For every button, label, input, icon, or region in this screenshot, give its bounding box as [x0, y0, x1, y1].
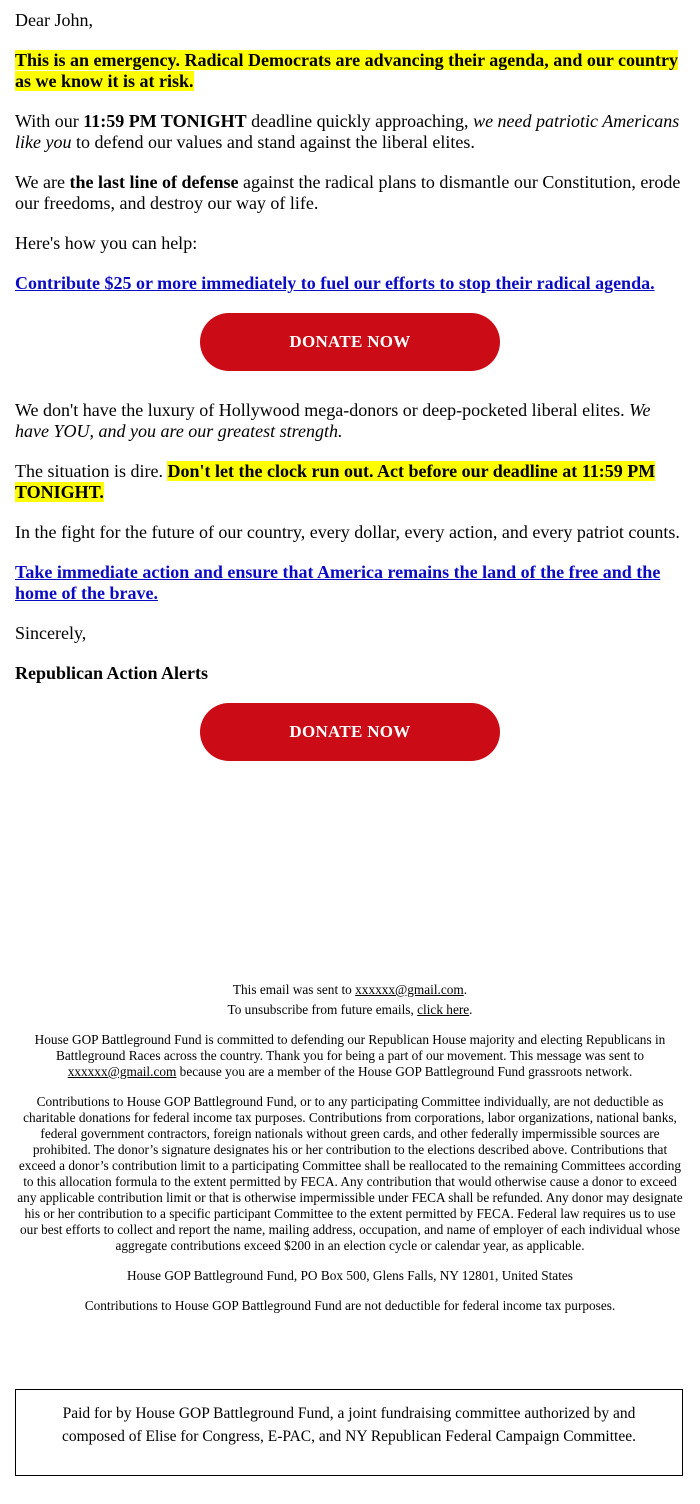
legal-disclaimer: Contributions to House GOP Battleground Fund, or to any participating Committee individually, are not deductible as charitable donations for federal income tax purposes. Contributions from corporations, labor organizations, national banks, federal government contractors, foreign nationals without green cards, and other federally impermissible sources are prohibited. The donor’s signature designates his or her contribution to the elections described above. Contributions that exceed a donor’s contribution limit to a participating Committee shall be reallocated to the remaining Committees according to this allocation formula to the extent permitted by FECA. Any contribution that would otherwise cause a donor to exceed any applicable contribution limit or that is otherwise impermissible under FECA shall be refunded. Any donor may designate his or her contribution to a specific participant Committee to the extent permitted by FECA. Federal law requires us to use our best efforts to collect and report the name, mailing address, occupation, and name of employer of each individual whose aggregate contributions exceed $200 in an election cycle or calendar year, as applicable. [17, 1094, 683, 1253]
mailing-address: House GOP Battleground Fund, PO Box 500, Glens Falls, NY 12801, United States [127, 1268, 573, 1283]
emergency-highlight: This is an emergency. Radical Democrats are advancing their agenda, and our country as we know it is at risk. [15, 50, 678, 91]
contribute-link[interactable]: Contribute $25 or more immediately to fuel our efforts to stop their radical agenda. [15, 273, 655, 293]
italic-text: We have YOU, and you are our greatest strength. [15, 400, 651, 441]
paid-for-disclaimer: Paid for by House GOP Battleground Fund, a joint fundraising committee authorized by and composed of Elise for Congress, E-PAC, and NY Republican Federal Campaign Committee. [15, 1389, 683, 1476]
donate-now-button-2[interactable]: DONATE NOW [200, 703, 500, 761]
help-paragraph: Here's how you can help: [15, 233, 198, 253]
dire-paragraph [15, 461, 685, 503]
text: . [463, 982, 468, 997]
about-paragraph [15, 1032, 685, 1080]
defense-paragraph [15, 172, 685, 214]
take-action-link[interactable]: Take immediate action and ensure that America remains the land of the free and the home of the brave. [15, 562, 661, 603]
contribute-paragraph [15, 273, 685, 294]
text: With our [15, 111, 84, 131]
donate-wrap-2 [15, 703, 685, 761]
text: . [469, 1002, 473, 1017]
text: We don't have the luxury of Hollywood mega-donors or deep-pocketed liberal elites. [15, 400, 630, 420]
email-body [15, 10, 685, 790]
action-paragraph [15, 562, 685, 604]
greeting: Dear John, [15, 10, 93, 30]
donate-now-button[interactable]: DONATE NOW [200, 313, 500, 371]
tax-notice: Contributions to House GOP Battleground Fund are not deductible for federal income tax purposes. [84, 1298, 616, 1313]
text: This email was sent to [232, 982, 356, 997]
fight-paragraph: In the fight for the future of our country, every dollar, every action, and every patriot counts. [15, 522, 680, 542]
text: To unsubscribe from future emails, [227, 1002, 418, 1017]
deadline-paragraph [15, 111, 685, 153]
donate-wrap-1 [15, 313, 685, 371]
unsubscribe-line [15, 1002, 685, 1018]
footer [15, 982, 685, 1328]
deadline-text: 11:59 PM TONIGHT [83, 111, 247, 131]
italic-text: we need patriotic Americans like you [15, 111, 680, 152]
unsubscribe-link[interactable]: click here [417, 1002, 470, 1017]
bold-text: the last line of defense [69, 172, 239, 192]
text: House GOP Battleground Fund is committed to defending our Republican House majority and electing Republicans in Battleground Races across the country. Thank you for being a part of our movement. This message was sent to [34, 1032, 666, 1063]
text: We are [15, 172, 70, 192]
text: against the radical plans to dismantle our Constitution, erode our freedoms, and destroy our way of life. [15, 172, 681, 213]
email-address-link[interactable]: xxxxxx@gmail.com [355, 982, 464, 997]
text: to defend our values and stand against the liberal elites. [71, 132, 475, 152]
sent-to-line [15, 982, 685, 998]
text: deadline quickly approaching, [246, 111, 474, 131]
closing: Sincerely, [15, 623, 87, 643]
alert-paragraph [15, 50, 685, 92]
text: The situation is dire. [15, 461, 168, 481]
donors-paragraph [15, 400, 685, 442]
email-address-link[interactable]: xxxxxx@gmail.com [67, 1064, 177, 1079]
text: because you are a member of the House GOP Battleground Fund grassroots network. [176, 1064, 633, 1079]
signature: Republican Action Alerts [15, 663, 209, 683]
deadline-highlight: Don't let the clock run out. Act before our deadline at 11:59 PM TONIGHT. [15, 461, 656, 502]
